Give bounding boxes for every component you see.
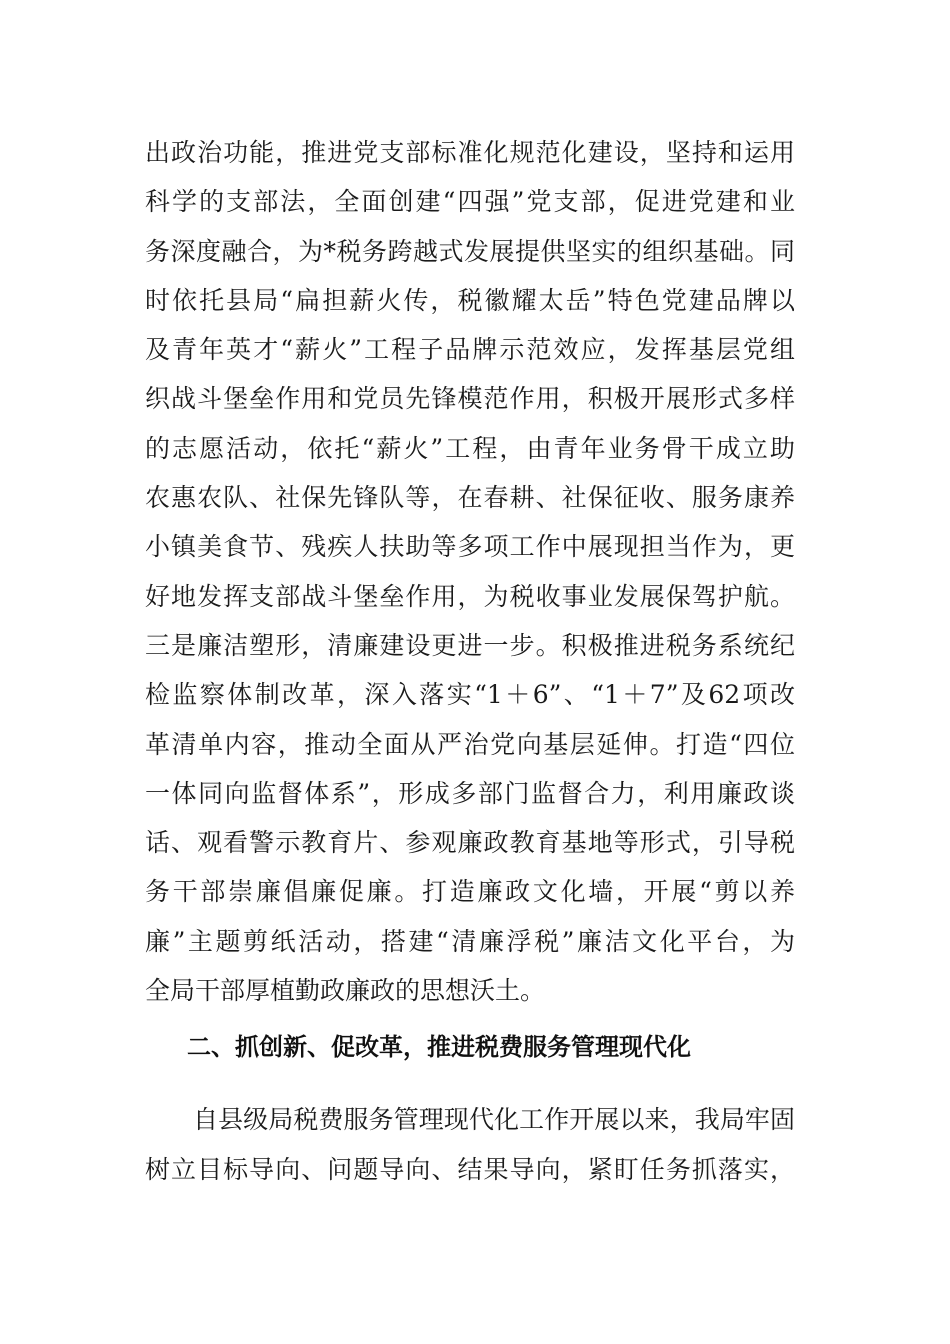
paragraph-tax-service	[145, 1095, 795, 1194]
text-line: 自县级局税费服务管理现代化工作开展以来，我局牢固	[193, 1105, 795, 1135]
text-line: 的志愿活动，依托“薪火”工程，由青年业务骨干成立助	[145, 433, 795, 463]
section-heading: 二、抓创新、促改革，推进税费服务管理现代化	[187, 1033, 691, 1062]
text-line: 好地发挥支部战斗堡垒作用，为税收事业发展保驾护航。	[145, 581, 795, 611]
text-line: 全局干部厚植勤政廉政的思想沃土。	[145, 976, 546, 1006]
text-line: 小镇美食节、残疾人扶助等多项工作中展现担当作为，更	[145, 532, 795, 562]
text-line: 树立目标导向、问题导向、结果导向，紧盯任务抓落实，	[145, 1154, 795, 1184]
text-line: 检监察体制改革，深入落实“1＋6”、“1＋7”及62项改	[145, 680, 795, 710]
text-line: 织战斗堡垒作用和党员先锋模范作用，积极开展形式多样	[145, 384, 795, 414]
text-line: 话、观看警示教育片、参观廉政教育基地等形式，引导税	[145, 828, 795, 858]
text-line: 廉”主题剪纸活动，搭建“清廉浮税”廉洁文化平台，为	[145, 926, 795, 956]
text-line: 革清单内容，推动全面从严治党向基层延伸。打造“四位	[145, 729, 795, 759]
text-line: 三是廉洁塑形，清廉建设更进一步。积极推进税务系统纪	[145, 630, 795, 660]
text-line: 务干部崇廉倡廉促廉。打造廉政文化墙，开展“剪以养	[145, 877, 795, 907]
text-line: 及青年英才“薪火”工程子品牌示范效应，发挥基层党组	[145, 335, 795, 365]
text-line: 务深度融合，为*税务跨越式发展提供坚实的组织基础。同	[145, 236, 795, 266]
paragraph-party-building	[145, 128, 795, 1015]
text-line: 出政治功能，推进党支部标准化规范化建设，坚持和运用	[145, 138, 795, 167]
text-line: 时依托县局“扁担薪火传，税徽耀太岳”特色党建品牌以	[145, 285, 795, 315]
text-line: 科学的支部法，全面创建“四强”党支部，促进党建和业	[145, 187, 795, 217]
document-body	[145, 128, 795, 1194]
text-line: 农惠农队、社保先锋队等，在春耕、社保征收、服务康养	[145, 483, 795, 513]
text-line: 一体同向监督体系”，形成多部门监督合力，利用廉政谈	[145, 778, 795, 808]
